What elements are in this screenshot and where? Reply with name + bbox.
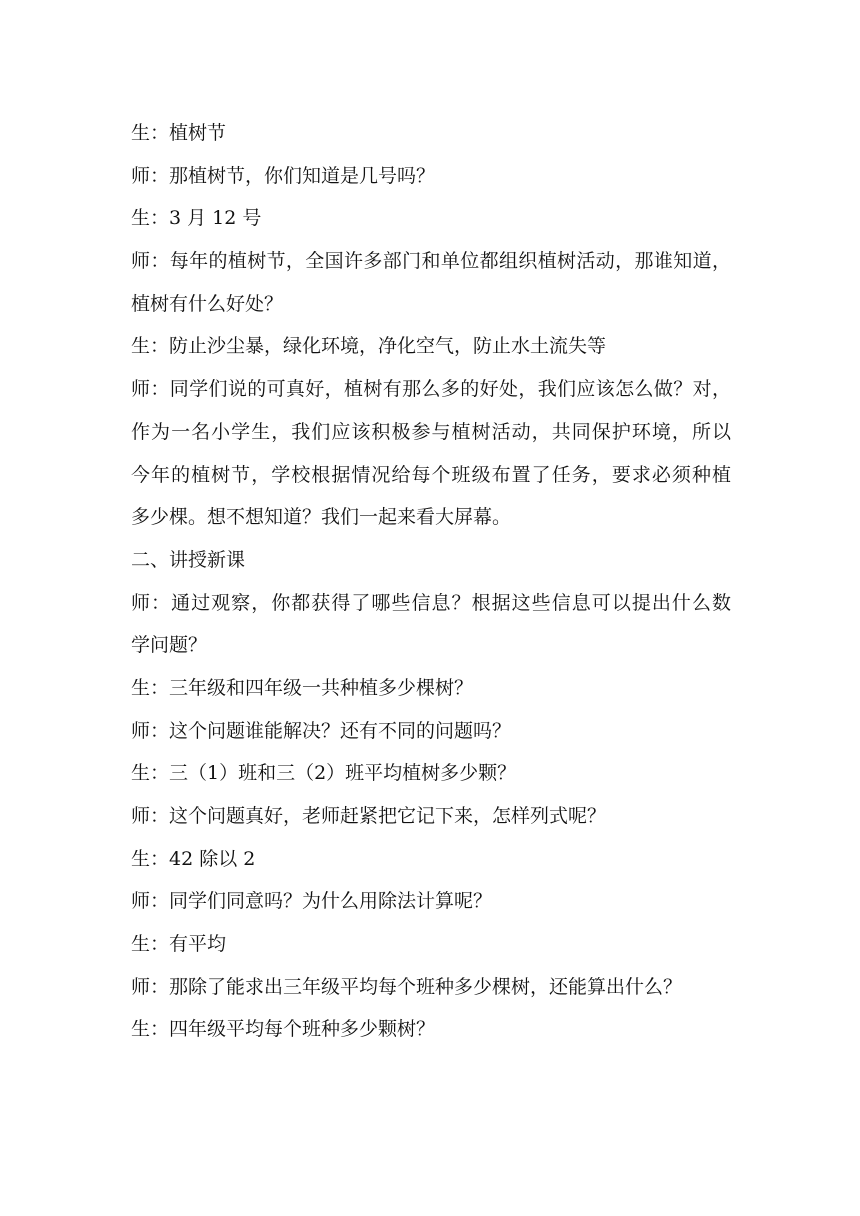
text-line: 师：同学们说的可真好，植树有那么多的好处，我们应该怎么做？对， bbox=[131, 378, 731, 401]
text-line: 师：这个问题真好，老师赶紧把它记下来，怎样列式呢？ bbox=[131, 805, 607, 827]
text-line: 学问题？ bbox=[131, 634, 208, 657]
text-line: 师：那除了能求出三年级平均每个班种多少棵树，还能算出什么？ bbox=[131, 975, 683, 998]
text-line: 生：3 月 12 号 bbox=[131, 207, 262, 230]
document-body bbox=[131, 112, 731, 1051]
text-line: 师：那植树节，你们知道是几号吗？ bbox=[131, 164, 436, 187]
text-line: 生：42 除以 2 bbox=[131, 847, 256, 870]
text-line: 作为一名小学生，我们应该积极参与植树活动，共同保护环境，所以 bbox=[131, 420, 731, 443]
text-line: 生：四年级平均每个班种多少颗树？ bbox=[131, 1018, 436, 1041]
text-line: 生：三年级和四年级一共种植多少棵树？ bbox=[131, 676, 474, 699]
text-line: 植树有什么好处？ bbox=[131, 292, 284, 315]
text-line: 今年的植树节，学校根据情况给每个班级布置了任务，要求必须种植 bbox=[131, 463, 731, 486]
text-line: 生：防止沙尘暴，绿化环境，净化空气，防止水土流失等 bbox=[131, 335, 607, 358]
text-line: 师：同学们同意吗？为什么用除法计算呢？ bbox=[131, 890, 493, 913]
text-line: 师：通过观察，你都获得了哪些信息？根据这些信息可以提出什么数 bbox=[131, 591, 731, 614]
text-line: 生：植树节 bbox=[131, 122, 227, 144]
section-heading: 二、讲授新课 bbox=[131, 548, 246, 571]
text-line: 生：三（1）班和三（2）班平均植树多少颗？ bbox=[131, 762, 517, 785]
text-line: 师：这个问题谁能解决？还有不同的问题吗？ bbox=[131, 719, 512, 742]
text-line: 多少棵。想不想知道？我们一起来看大屏幕。 bbox=[131, 506, 512, 529]
text-line: 生：有平均 bbox=[131, 933, 227, 956]
text-line: 师：每年的植树节，全国许多部门和单位都组织植树活动，那谁知道， bbox=[131, 250, 731, 273]
